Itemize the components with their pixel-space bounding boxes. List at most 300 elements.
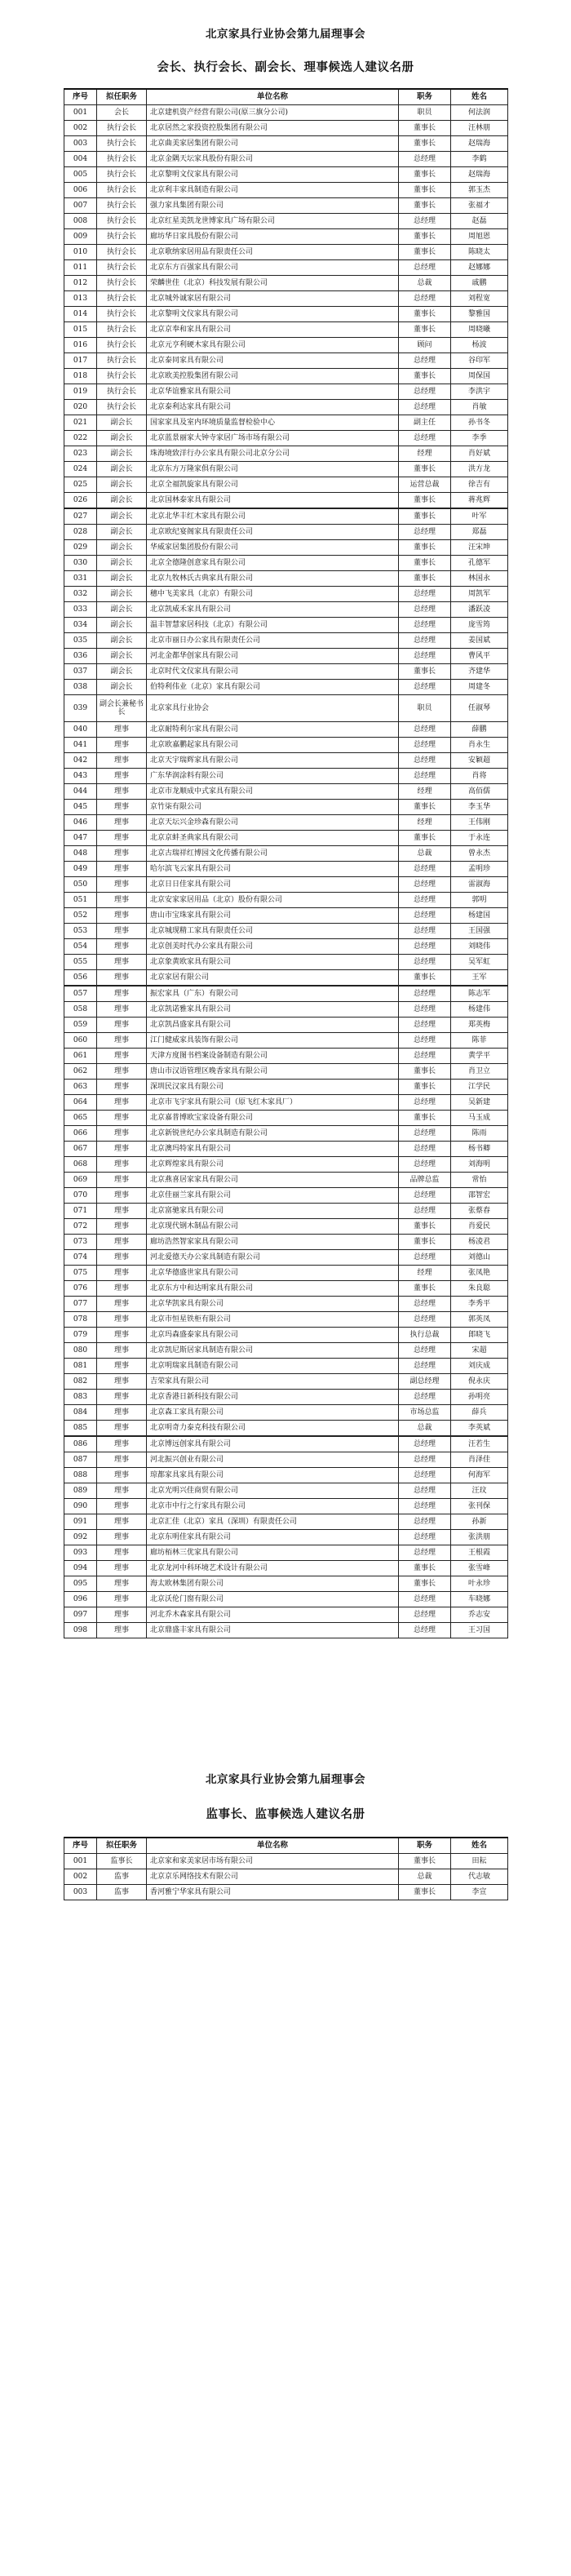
serial-cell: 038 <box>64 680 97 695</box>
table-row <box>64 649 508 664</box>
header-title: 职务 <box>399 1838 451 1854</box>
position-cell: 理事 <box>97 815 147 831</box>
position-cell: 理事 <box>97 1592 147 1607</box>
title-cell: 总经理 <box>399 602 451 618</box>
title-cell: 总经理 <box>399 1157 451 1173</box>
title-cell: 总经理 <box>399 1390 451 1405</box>
position-cell: 副会长 <box>97 556 147 571</box>
unit-cell: 北京市飞宇家具有限公司（原飞红木家具厂） <box>147 1095 399 1111</box>
title-cell: 董事长 <box>399 508 451 525</box>
name-cell: 肖卫立 <box>451 1064 508 1080</box>
header-serial: 序号 <box>64 1838 97 1854</box>
name-cell: 朱良聪 <box>451 1281 508 1297</box>
name-cell: 郎晓飞 <box>451 1328 508 1343</box>
name-cell: 张蔡春 <box>451 1204 508 1219</box>
unit-cell: 天津方度图书档案设备制造有限公司 <box>147 1049 399 1064</box>
table-row <box>64 1468 508 1483</box>
unit-cell: 北京全福凯旋家具有限公司 <box>147 477 399 493</box>
position-cell: 执行会长 <box>97 121 147 136</box>
name-cell: 刘德山 <box>451 1250 508 1266</box>
unit-cell: 河北爱德天办公家具制造有限公司 <box>147 1250 399 1266</box>
name-cell: 肖敏 <box>451 400 508 415</box>
unit-cell: 振宏家具（广东）有限公司 <box>147 986 399 1002</box>
table-row <box>64 1281 508 1297</box>
serial-cell: 089 <box>64 1483 97 1499</box>
position-cell: 理事 <box>97 1405 147 1421</box>
serial-cell: 068 <box>64 1157 97 1173</box>
serial-cell: 003 <box>64 136 97 152</box>
table-row <box>64 1561 508 1576</box>
unit-cell: 北京城外诚家居有限公司 <box>147 291 399 307</box>
table-row <box>64 1390 508 1405</box>
name-cell: 王习国 <box>451 1623 508 1638</box>
table-row <box>64 1374 508 1390</box>
position-cell: 副会长 <box>97 587 147 602</box>
unit-cell: 琼都家具家具有限公司 <box>147 1468 399 1483</box>
title-cell: 总经理 <box>399 353 451 369</box>
title-cell: 董事长 <box>399 229 451 245</box>
title-cell: 总经理 <box>399 1359 451 1374</box>
unit-cell: 北京日日佳家具有限公司 <box>147 877 399 893</box>
name-cell: 代志敏 <box>451 1869 508 1885</box>
title-cell: 董事长 <box>399 1080 451 1095</box>
name-cell: 王国强 <box>451 924 508 939</box>
position-cell: 理事 <box>97 1095 147 1111</box>
position-cell: 副会长 <box>97 633 147 649</box>
position-cell: 副会长 <box>97 446 147 462</box>
serial-cell: 088 <box>64 1468 97 1483</box>
header-position: 拟任职务 <box>97 1838 147 1854</box>
title-cell: 董事长 <box>399 1854 451 1869</box>
position-cell: 副会长 <box>97 602 147 618</box>
position-cell: 理事 <box>97 1312 147 1328</box>
name-cell: 陈雨 <box>451 1126 508 1142</box>
serial-cell: 030 <box>64 556 97 571</box>
position-cell: 理事 <box>97 1250 147 1266</box>
unit-cell: 北京澳玛特家具有限公司 <box>147 1142 399 1157</box>
serial-cell: 019 <box>64 384 97 400</box>
position-cell: 执行会长 <box>97 183 147 198</box>
unit-cell: 珠海境致洋行办公家具有限公司北京分公司 <box>147 446 399 462</box>
table-row <box>64 1297 508 1312</box>
position-cell: 理事 <box>97 1390 147 1405</box>
title-cell: 总经理 <box>399 1545 451 1561</box>
name-cell: 何海军 <box>451 1468 508 1483</box>
serial-cell: 035 <box>64 633 97 649</box>
supervisors-table-body <box>64 1854 508 1900</box>
unit-cell: 华威家居集团股份有限公司 <box>147 540 399 556</box>
table-row <box>64 1869 508 1885</box>
table-row <box>64 1188 508 1204</box>
title-cell: 董事长 <box>399 493 451 509</box>
table-row <box>64 1111 508 1126</box>
serial-cell: 061 <box>64 1049 97 1064</box>
table-row <box>64 322 508 338</box>
unit-cell: 北京凯昌盛家具有限公司 <box>147 1018 399 1033</box>
title-cell: 总经理 <box>399 384 451 400</box>
serial-cell: 054 <box>64 939 97 955</box>
name-cell: 陈志军 <box>451 986 508 1002</box>
unit-cell: 北京家居有限公司 <box>147 970 399 987</box>
position-cell: 理事 <box>97 1049 147 1064</box>
position-cell: 理事 <box>97 1343 147 1359</box>
board-table-header-row <box>64 89 508 105</box>
table-row <box>64 1064 508 1080</box>
serial-cell: 057 <box>64 986 97 1002</box>
position-cell: 理事 <box>97 939 147 955</box>
table-row <box>64 214 508 229</box>
name-cell: 王伟刚 <box>451 815 508 831</box>
name-cell: 叶永珍 <box>451 1576 508 1592</box>
name-cell: 林国永 <box>451 571 508 587</box>
name-cell: 郑磊 <box>451 525 508 540</box>
name-cell: 李洪宇 <box>451 384 508 400</box>
name-cell: 孔德军 <box>451 556 508 571</box>
serial-cell: 016 <box>64 338 97 353</box>
title-cell: 总经理 <box>399 1188 451 1204</box>
serial-cell: 097 <box>64 1607 97 1623</box>
unit-cell: 廊坊华日家具股份有限公司 <box>147 229 399 245</box>
serial-cell: 086 <box>64 1436 97 1452</box>
unit-cell: 北京全德隆创意家具有限公司 <box>147 556 399 571</box>
name-cell: 王军 <box>451 970 508 987</box>
title-cell: 董事长 <box>399 1281 451 1297</box>
unit-cell: 北京创美时代办公家具有限公司 <box>147 939 399 955</box>
position-cell: 副会长 <box>97 462 147 477</box>
title-cell: 总经理 <box>399 1033 451 1049</box>
position-cell: 理事 <box>97 986 147 1002</box>
serial-cell: 046 <box>64 815 97 831</box>
table-row <box>64 571 508 587</box>
position-cell: 执行会长 <box>97 245 147 260</box>
title-cell: 董事长 <box>399 121 451 136</box>
table-row <box>64 846 508 862</box>
board-document-subtitle: 会长、执行会长、副会长、理事候选人建议名册 <box>157 60 414 74</box>
unit-cell: 北京泰同家具有限公司 <box>147 353 399 369</box>
table-row <box>64 831 508 846</box>
unit-cell: 北京元亨利硬木家具有限公司 <box>147 338 399 353</box>
position-cell: 执行会长 <box>97 229 147 245</box>
name-cell: 王根霞 <box>451 1545 508 1561</box>
unit-cell: 北京黎明文仪家具有限公司 <box>147 167 399 183</box>
title-cell: 董事长 <box>399 307 451 322</box>
serial-cell: 082 <box>64 1374 97 1390</box>
serial-cell: 001 <box>64 105 97 121</box>
table-row <box>64 1436 508 1452</box>
serial-cell: 072 <box>64 1219 97 1235</box>
name-cell: 曹风平 <box>451 649 508 664</box>
name-cell: 吴军虹 <box>451 955 508 970</box>
title-cell: 董事长 <box>399 571 451 587</box>
name-cell: 洪方龙 <box>451 462 508 477</box>
serial-cell: 048 <box>64 846 97 862</box>
serial-cell: 021 <box>64 415 97 431</box>
name-cell: 周晓曦 <box>451 322 508 338</box>
serial-cell: 001 <box>64 1854 97 1869</box>
header-serial: 序号 <box>64 89 97 105</box>
table-row <box>64 1514 508 1530</box>
unit-cell: 北京耐特利尔家具有限公司 <box>147 722 399 738</box>
table-row <box>64 986 508 1002</box>
serial-cell: 007 <box>64 198 97 214</box>
table-row <box>64 493 508 509</box>
name-cell: 高佰儒 <box>451 784 508 800</box>
unit-cell: 北京京蚌圣典家具有限公司 <box>147 831 399 846</box>
title-cell: 总经理 <box>399 738 451 753</box>
serial-cell: 091 <box>64 1514 97 1530</box>
title-cell: 总经理 <box>399 769 451 784</box>
table-row <box>64 1126 508 1142</box>
name-cell: 刘海明 <box>451 1157 508 1173</box>
title-cell: 总经理 <box>399 1142 451 1157</box>
title-cell: 执行总裁 <box>399 1328 451 1343</box>
serial-cell: 096 <box>64 1592 97 1607</box>
title-cell: 董事长 <box>399 1235 451 1250</box>
title-cell: 总经理 <box>399 1452 451 1468</box>
name-cell: 安颖超 <box>451 753 508 769</box>
unit-cell: 廊坊浩然智家家具有限公司 <box>147 1235 399 1250</box>
title-cell: 运营总裁 <box>399 477 451 493</box>
table-row <box>64 1328 508 1343</box>
position-cell: 副会长 <box>97 431 147 446</box>
title-cell: 总经理 <box>399 260 451 276</box>
table-row <box>64 276 508 291</box>
name-cell: 张洪朋 <box>451 1530 508 1545</box>
table-row <box>64 1343 508 1359</box>
table-row <box>64 893 508 908</box>
serial-cell: 087 <box>64 1452 97 1468</box>
table-row <box>64 1250 508 1266</box>
table-row <box>64 431 508 446</box>
table-row <box>64 1235 508 1250</box>
unit-cell: 国家家具及室内环境质量监督检验中心 <box>147 415 399 431</box>
table-row <box>64 540 508 556</box>
position-cell: 副会长 <box>97 477 147 493</box>
table-row <box>64 245 508 260</box>
title-cell: 董事长 <box>399 1064 451 1080</box>
serial-cell: 066 <box>64 1126 97 1142</box>
header-title: 职务 <box>399 89 451 105</box>
unit-cell: 河北振兴创业有限公司 <box>147 1452 399 1468</box>
name-cell: 倪永庆 <box>451 1374 508 1390</box>
table-row <box>64 1033 508 1049</box>
serial-cell: 020 <box>64 400 97 415</box>
title-cell: 董事长 <box>399 970 451 987</box>
serial-cell: 003 <box>64 1885 97 1900</box>
unit-cell: 海太欧林集团有限公司 <box>147 1576 399 1592</box>
unit-cell: 北京时代文仪家具有限公司 <box>147 664 399 680</box>
serial-cell: 081 <box>64 1359 97 1374</box>
name-cell: 杨波 <box>451 338 508 353</box>
table-row <box>64 369 508 384</box>
title-cell: 总裁 <box>399 1869 451 1885</box>
unit-cell: 北京新锐世纪办公家具制造有限公司 <box>147 1126 399 1142</box>
position-cell: 理事 <box>97 924 147 939</box>
position-cell: 理事 <box>97 1142 147 1157</box>
unit-cell: 北京安家家居用品（北京）股份有限公司 <box>147 893 399 908</box>
unit-cell: 北京光明兴佳商贸有限公司 <box>147 1483 399 1499</box>
serial-cell: 079 <box>64 1328 97 1343</box>
table-row <box>64 939 508 955</box>
serial-cell: 025 <box>64 477 97 493</box>
position-cell: 理事 <box>97 1468 147 1483</box>
title-cell: 总经理 <box>399 1018 451 1033</box>
title-cell: 副总经理 <box>399 1374 451 1390</box>
unit-cell: 北京国林泰家具有限公司 <box>147 493 399 509</box>
name-cell: 汪若生 <box>451 1436 508 1452</box>
title-cell: 市场总监 <box>399 1405 451 1421</box>
unit-cell: 吉荣家具有限公司 <box>147 1374 399 1390</box>
serial-cell: 098 <box>64 1623 97 1638</box>
table-row <box>64 508 508 525</box>
serial-cell: 056 <box>64 970 97 987</box>
unit-cell: 北京东方百强家具有限公司 <box>147 260 399 276</box>
name-cell: 陈晓太 <box>451 245 508 260</box>
name-cell: 李季 <box>451 431 508 446</box>
position-cell: 执行会长 <box>97 384 147 400</box>
title-cell: 总经理 <box>399 618 451 633</box>
name-cell: 肖好斌 <box>451 446 508 462</box>
name-cell: 郭明 <box>451 893 508 908</box>
title-cell: 董事长 <box>399 369 451 384</box>
title-cell: 总经理 <box>399 877 451 893</box>
title-cell: 总经理 <box>399 525 451 540</box>
serial-cell: 039 <box>64 695 97 722</box>
unit-cell: 北京建机资产经营有限公司(原三旗分公司) <box>147 105 399 121</box>
position-cell: 理事 <box>97 1126 147 1142</box>
title-cell: 总经理 <box>399 152 451 167</box>
position-cell: 执行会长 <box>97 400 147 415</box>
serial-cell: 027 <box>64 508 97 525</box>
name-cell: 曾永杰 <box>451 846 508 862</box>
position-cell: 理事 <box>97 908 147 924</box>
serial-cell: 053 <box>64 924 97 939</box>
position-cell: 理事 <box>97 1064 147 1080</box>
supervisors-document-title: 北京家具行业协会第九届理事会 <box>206 1773 365 1786</box>
table-row <box>64 1592 508 1607</box>
serial-cell: 010 <box>64 245 97 260</box>
name-cell: 潘跃凌 <box>451 602 508 618</box>
name-cell: 徐吉有 <box>451 477 508 493</box>
position-cell: 副会长 <box>97 680 147 695</box>
position-cell: 执行会长 <box>97 152 147 167</box>
position-cell: 理事 <box>97 1002 147 1018</box>
table-row <box>64 1452 508 1468</box>
name-cell: 汪宋坤 <box>451 540 508 556</box>
title-cell: 总经理 <box>399 587 451 602</box>
serial-cell: 092 <box>64 1530 97 1545</box>
serial-cell: 002 <box>64 121 97 136</box>
position-cell: 监事 <box>97 1869 147 1885</box>
position-cell: 理事 <box>97 877 147 893</box>
name-cell: 常怡 <box>451 1173 508 1188</box>
position-cell: 理事 <box>97 1033 147 1049</box>
position-cell: 副会长 <box>97 493 147 509</box>
table-row <box>64 1530 508 1545</box>
name-cell: 张福才 <box>451 198 508 214</box>
title-cell: 董事长 <box>399 800 451 815</box>
position-cell: 副会长 <box>97 540 147 556</box>
unit-cell: 京竹柒有限公司 <box>147 800 399 815</box>
name-cell: 周凯军 <box>451 587 508 602</box>
unit-cell: 北京市中行之行家具有限公司 <box>147 1499 399 1514</box>
table-row <box>64 877 508 893</box>
unit-cell: 北京京奉和家具有限公司 <box>147 322 399 338</box>
unit-cell: 北京东明佳家具有限公司 <box>147 1530 399 1545</box>
name-cell: 张雪峰 <box>451 1561 508 1576</box>
title-cell: 总经理 <box>399 908 451 924</box>
unit-cell: 北京居然之家投资控股集团有限公司 <box>147 121 399 136</box>
unit-cell: 香河雅宁华家具有限公司 <box>147 1885 399 1900</box>
table-row <box>64 353 508 369</box>
board-document-title: 北京家具行业协会第九届理事会 <box>206 28 365 41</box>
position-cell: 理事 <box>97 1499 147 1514</box>
title-cell: 总经理 <box>399 1204 451 1219</box>
table-row <box>64 633 508 649</box>
name-cell: 宋超 <box>451 1343 508 1359</box>
name-cell: 马玉成 <box>451 1111 508 1126</box>
unit-cell: 北京古瑞祥红博园文化传播有限公司 <box>147 846 399 862</box>
unit-cell: 哈尔滨飞云家具有限公司 <box>147 862 399 877</box>
table-row <box>64 784 508 800</box>
unit-cell: 北京沃伦门窗有限公司 <box>147 1592 399 1607</box>
table-row <box>64 587 508 602</box>
title-cell: 经理 <box>399 1266 451 1281</box>
name-cell: 李英斌 <box>451 1421 508 1437</box>
name-cell: 任淑琴 <box>451 695 508 722</box>
table-row <box>64 260 508 276</box>
table-row <box>64 618 508 633</box>
table-row <box>64 136 508 152</box>
position-cell: 理事 <box>97 1514 147 1530</box>
name-cell: 刘晓伟 <box>451 939 508 955</box>
name-cell: 孙新 <box>451 1514 508 1530</box>
title-cell: 经理 <box>399 784 451 800</box>
unit-cell: 北京龙河中科环境艺术设计有限公司 <box>147 1561 399 1576</box>
serial-cell: 004 <box>64 152 97 167</box>
name-cell: 薛鹏 <box>451 722 508 738</box>
name-cell: 雷淑海 <box>451 877 508 893</box>
unit-cell: 北京蓝景丽家大钟寺家居广场市场有限公司 <box>147 431 399 446</box>
serial-cell: 077 <box>64 1297 97 1312</box>
title-cell: 总经理 <box>399 1483 451 1499</box>
name-cell: 郑英梅 <box>451 1018 508 1033</box>
serial-cell: 006 <box>64 183 97 198</box>
position-cell: 理事 <box>97 800 147 815</box>
name-cell: 李玉华 <box>451 800 508 815</box>
title-cell: 董事长 <box>399 462 451 477</box>
title-cell: 总裁 <box>399 846 451 862</box>
serial-cell: 085 <box>64 1421 97 1437</box>
table-row <box>64 1142 508 1157</box>
serial-cell: 055 <box>64 955 97 970</box>
table-row <box>64 862 508 877</box>
title-cell: 职员 <box>399 695 451 722</box>
serial-cell: 052 <box>64 908 97 924</box>
unit-cell: 北京华谊雅家具有限公司 <box>147 384 399 400</box>
table-row <box>64 1623 508 1638</box>
unit-cell: 北京市恒星铁柜有限公司 <box>147 1312 399 1328</box>
position-cell: 理事 <box>97 1607 147 1623</box>
serial-cell: 078 <box>64 1312 97 1328</box>
position-cell: 执行会长 <box>97 291 147 307</box>
position-cell: 理事 <box>97 1111 147 1126</box>
title-cell: 董事长 <box>399 664 451 680</box>
serial-cell: 083 <box>64 1390 97 1405</box>
serial-cell: 012 <box>64 276 97 291</box>
position-cell: 会长 <box>97 105 147 121</box>
serial-cell: 024 <box>64 462 97 477</box>
